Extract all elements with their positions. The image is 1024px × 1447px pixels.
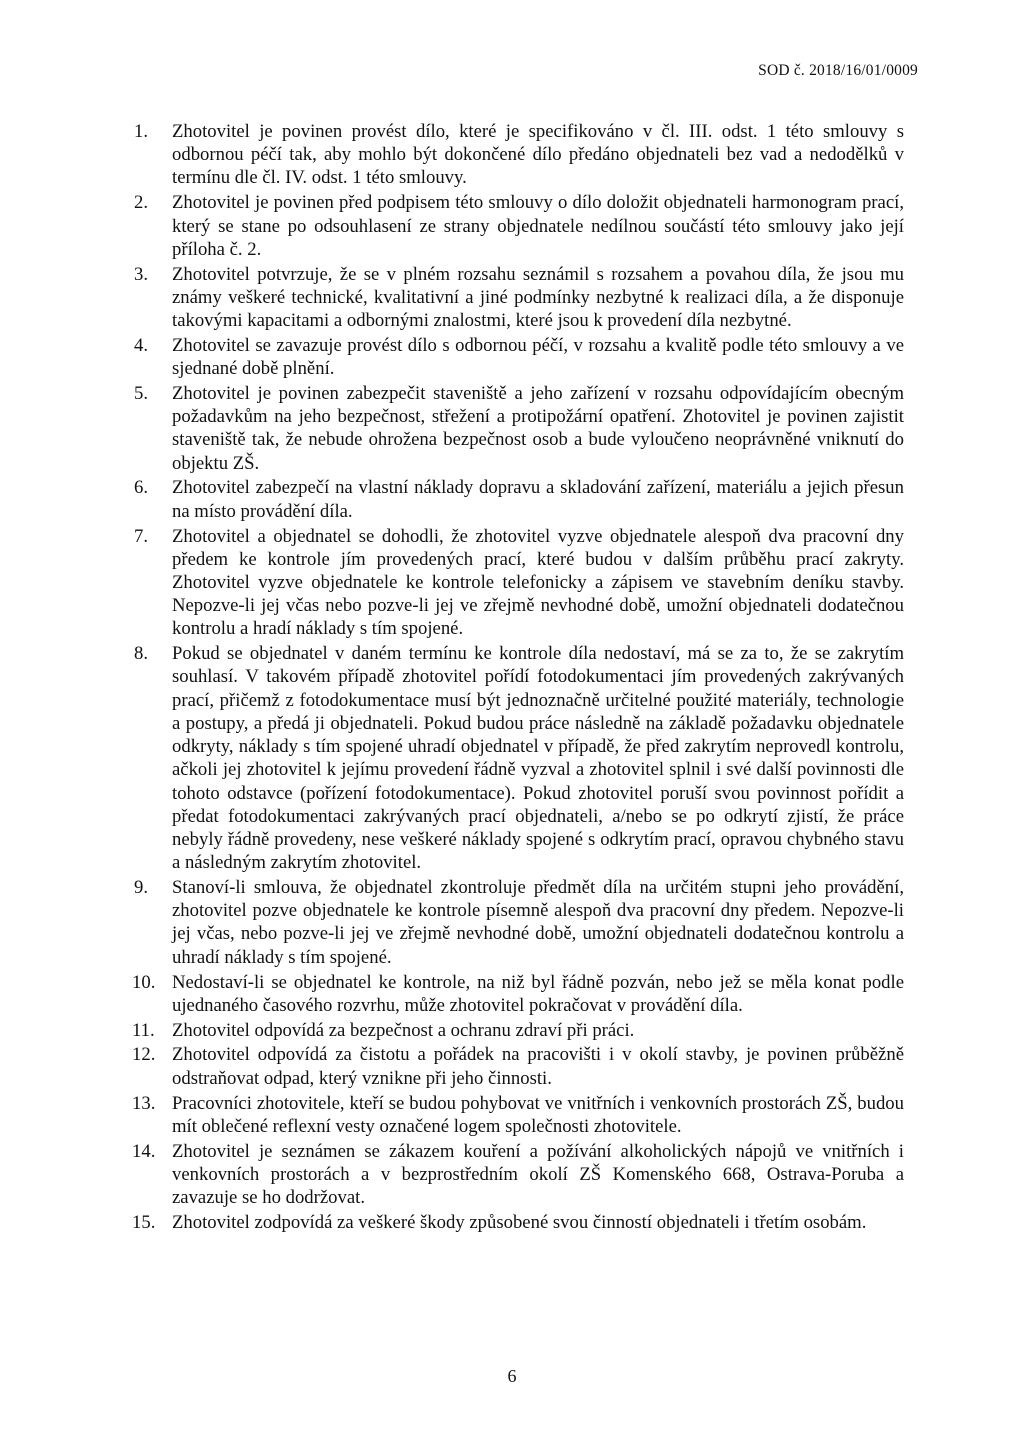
clause-text: Zhotovitel a objednatel se dohodli, že zhotovitel vyzve objednatele alespoň dva pracovní dny předem ke kontrole jím provedených prací, které budou v dalším průběhu prací zakryty. Zhotovitel vyzve objednatele ke kontrole telefonicky a zápisem ve stavebním deníku stavby. Nepozve-li jej včas nebo pozve-li jej ve zřejmě nevhodné době, umožní objednateli dodatečnou kontrolu a hradí náklady s tím spojené. <box>172 525 904 640</box>
clause-text: Zhotovitel zabezpečí na vlastní náklady dopravu a skladování zařízení, materiálu a jejich přesun na místo provádění díla. <box>172 477 904 522</box>
clause-text: Zhotovitel odpovídá za čistotu a pořádek na pracovišti i v okolí stavby, je povinen průběžně odstraňovat odpad, který vznikne při jeho činnosti. <box>172 1044 904 1089</box>
clause-text: Zhotovitel potvrzuje, že se v plném rozsahu seznámil s rozsahem a povahou díla, že jsou mu známy veškeré technické, kvalitativní a jiné podmínky nezbytné k realizaci díla, a že disponuje takovými kapacitami a odbornými znalostmi, které jsou k provedení díla nezbytné. <box>172 263 904 331</box>
clause-number: 1. <box>134 121 149 142</box>
clause-text: Zhotovitel je povinen před podpisem této smlouvy o dílo doložit objednateli harmonogram prací, který se stane po odsouhlasení ze strany objednatele nedílnou součástí této smlouvy jako její příloha č. 2. <box>172 192 904 260</box>
clause-list <box>134 120 904 1236</box>
clause-number: 5. <box>134 382 149 404</box>
clause-8 <box>134 642 904 874</box>
clause-number: 7. <box>134 525 149 547</box>
clause-text: Zhotovitel odpovídá za bezpečnost a ochranu zdraví při práci. <box>172 1019 635 1041</box>
clause-text: Zhotovitel se zavazuje provést dílo s odbornou péčí, v rozsahu a kvalitě podle této smlouvy a ve sjednané době plnění. <box>172 334 904 380</box>
clause-number: 11. <box>132 1019 155 1041</box>
clause-15 <box>134 1211 904 1234</box>
clause-number: 8. <box>134 643 149 665</box>
clause-number: 10. <box>132 971 156 993</box>
clause-number: 15. <box>132 1211 156 1233</box>
clause-text: Stanoví-li smlouva, že objednatel zkontroluje předmět díla na určitém stupni jeho provádění, zhotovitel pozve objednatele ke kontrole písemně alespoň dva pracovní dny předem. Nepozve-li jej včas, nebo pozve-li jej ve zřejmě nevhodné době, umožní objednateli dodatečnou kontrolu a uhradí náklady s tím spojené. <box>172 877 904 968</box>
clause-text: Nedostaví-li se objednatel ke kontrole, na niž byl řádně pozván, nebo jež se měla konat podle ujednaného časového rozvrhu, může zhotovitel pokračovat v provádění díla. <box>172 971 904 1016</box>
clause-number: 12. <box>132 1044 156 1066</box>
clause-number: 4. <box>134 334 149 356</box>
clause-number: 14. <box>132 1140 156 1162</box>
clause-12 <box>134 1043 904 1089</box>
clause-3 <box>134 263 904 333</box>
contract-reference: SOD č. 2018/16/01/0009 <box>758 62 918 79</box>
clause-13 <box>134 1092 904 1138</box>
clause-7 <box>134 525 904 641</box>
clause-number: 13. <box>132 1092 156 1114</box>
clause-10 <box>134 971 904 1017</box>
clause-number: 2. <box>134 192 149 214</box>
clause-text: Zhotovitel zodpovídá za veškeré škody způsobené svou činností objednateli i třetím osobám. <box>172 1211 867 1233</box>
clause-text: Zhotovitel je povinen zabezpečit staveniště a jeho zařízení v rozsahu odpovídajícím obecným požadavkům na jeho bezpečnost, střežení a protipožární opatření. Zhotovitel je povinen zajistit staveniště tak, že nebude ohrožena bezpečnost osob a bude vyloučeno neoprávněné vniknutí do objektu ZŠ. <box>172 382 904 474</box>
page-number: 6 <box>507 1366 517 1386</box>
clause-2 <box>134 191 904 261</box>
clause-text: Pracovníci zhotovitele, kteří se budou pohybovat ve vnitřních i venkovních prostorách ZŠ, budou mít oblečené reflexní vesty označené logem společnosti zhotovitele. <box>172 1092 904 1137</box>
clause-text: Zhotovitel je povinen provést dílo, které je specifikováno v čl. III. odst. 1 této smlouvy s odbornou péčí tak, aby mohlo být dokončené dílo předáno objednateli bez vad a nedodělků v termínu dle čl. IV. odst. 1 této smlouvy. <box>172 121 904 189</box>
clause-6 <box>134 476 904 522</box>
clause-text: Pokud se objednatel v daném termínu ke kontrole díla nedostaví, má se za to, že se zakrytím souhlasí. V takovém případě zhotovitel pořídí fotodokumentaci jím provedených zakrývaných prací, přičemž z fotodokumentace musí být jednoznačně určitelné použité materiály, technologie a postupy, a předá ji objednateli. Pokud budou práce následně na základě požadavku objednatele odkryty, náklady s tím spojené uhradí objednatel v případě, že před zakrytím neprovedl kontrolu, ačkoli jej zhotovitel k jejímu provedení řádně vyzval a zhotovitel splnil i své další povinnosti dle tohoto odstavce (pořízení fotodokumentace). Pokud zhotovitel poruší svou povinnost pořídit a předat fotodokumentaci zakrývaných prací objednateli, a/nebo se po odkrytí zjistí, že práce nebyly řádně provedeny, nese veškeré náklady spojené s odkrytím prací, opravou chybného stavu a následným zakrytím zhotovitel. <box>172 643 904 874</box>
clause-5 <box>134 382 904 475</box>
clause-11 <box>134 1019 904 1042</box>
clause-1 <box>134 120 904 190</box>
clause-14 <box>134 1140 904 1210</box>
clause-number: 6. <box>134 477 149 499</box>
clause-text: Zhotovitel je seznámen se zákazem kouření a požívání alkoholických nápojů ve vnitřních i venkovních prostorách a v bezprostředním okolí ZŠ Komenského 668, Ostrava-Poruba a zavazuje se ho dodržovat. <box>172 1140 904 1209</box>
clause-9 <box>134 876 904 969</box>
clause-number: 9. <box>134 877 149 898</box>
clause-number: 3. <box>134 263 149 285</box>
clause-4 <box>134 334 904 380</box>
